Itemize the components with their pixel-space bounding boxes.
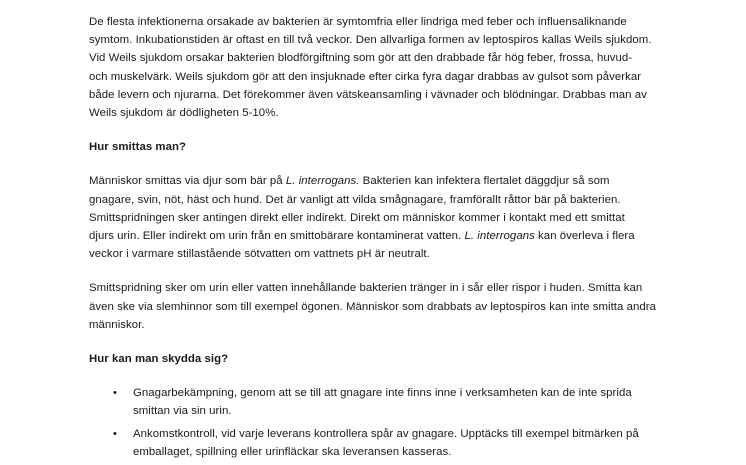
species-name: L. interrogans.: [285, 175, 360, 188]
intro-line: Weils sjukdom är dödligheten 5-10%.: [89, 107, 279, 120]
bullet-icon: •: [113, 427, 117, 440]
spread-line: veckor i varmare stillastående sötvatten om vattnets pH är neutralt.: [89, 248, 430, 261]
document-body: [89, 13, 669, 465]
intro-line: symtom. Inkubationstiden är oftast en till två veckor. Den allvarliga formen av leptospiros kallas Weils sjukdom.: [89, 34, 652, 47]
spread-line: gnagare, svin, nöt, häst och hund. Det är vanligt att vilda smågnagare, framförallt råttor bär på bakterien.: [89, 193, 621, 206]
spread-line: människor.: [89, 318, 145, 331]
list-item: [89, 425, 669, 461]
spread-line: Smittspridningen sker antingen direkt eller indirekt. Direkt om människor kommer i kontakt med ett smittat: [89, 211, 625, 224]
intro-line: De flesta infektionerna orsakade av bakterien är symtomfria eller lindriga med feber och influensaliknande: [89, 16, 627, 28]
spread-line: [89, 172, 669, 190]
spread-text: Människor smittas via djur som bär på: [89, 175, 286, 188]
list-item-line: Gnagarbekämpning, genom att se till att gnagare inte finns inne i verksamheten kan de inte sprida: [133, 387, 632, 400]
heading-how-protect: Hur kan man skydda sig?: [89, 353, 229, 366]
list-item-line: Ankomstkontroll, vid varje leverans kontrollera spår av gnagare. Upptäcks till exempel bitmärken på: [133, 427, 639, 440]
intro-paragraph: [89, 13, 669, 122]
list-item: [89, 384, 669, 420]
species-name: L. interrogans: [464, 230, 535, 243]
spread-line: även ske via slemhinnor som till exempel ögonen. Människor som drabbats av leptospiros kan inte smitta andra: [89, 300, 656, 313]
spread-paragraph-1: [89, 172, 669, 263]
spread-text: djurs urin. Eller indirekt om urin från en smittobärare kontaminerat vatten.: [89, 230, 465, 243]
intro-line: Vid Weils sjukdom orsakar bakterien blodförgiftning som gör att den drabbade får hög feber, frossa, huvud-: [89, 52, 633, 65]
spread-text: kan överleva i flera: [534, 230, 635, 243]
list-item-line: smittan via sin urin.: [133, 405, 232, 418]
heading-how-spread: Hur smittas man?: [89, 141, 187, 154]
list-item-line: emballaget, spillning eller urinfläckar ska leveransen kasseras.: [133, 445, 452, 458]
spread-text: Bakterien kan infektera flertalet däggdjur så som: [359, 175, 610, 188]
protection-list: [89, 384, 669, 461]
spread-line: [89, 227, 669, 245]
spread-paragraph-2: [89, 279, 669, 334]
intro-line: och muskelvärk. Weils sjukdom gör att den insjuknade efter cirka fyra dagar drabbas av gulsot som påverkar: [89, 70, 642, 83]
spread-line: Smittspridning sker om urin eller vatten innehållande bakterien tränger in i sår eller rispor i huden. Smitta kan: [89, 282, 643, 295]
intro-line: både levern och njurarna. Det förekommer även vätskeansamling i vävnader och blödningar. Drabbas man av: [89, 88, 647, 101]
bullet-icon: •: [113, 387, 117, 400]
